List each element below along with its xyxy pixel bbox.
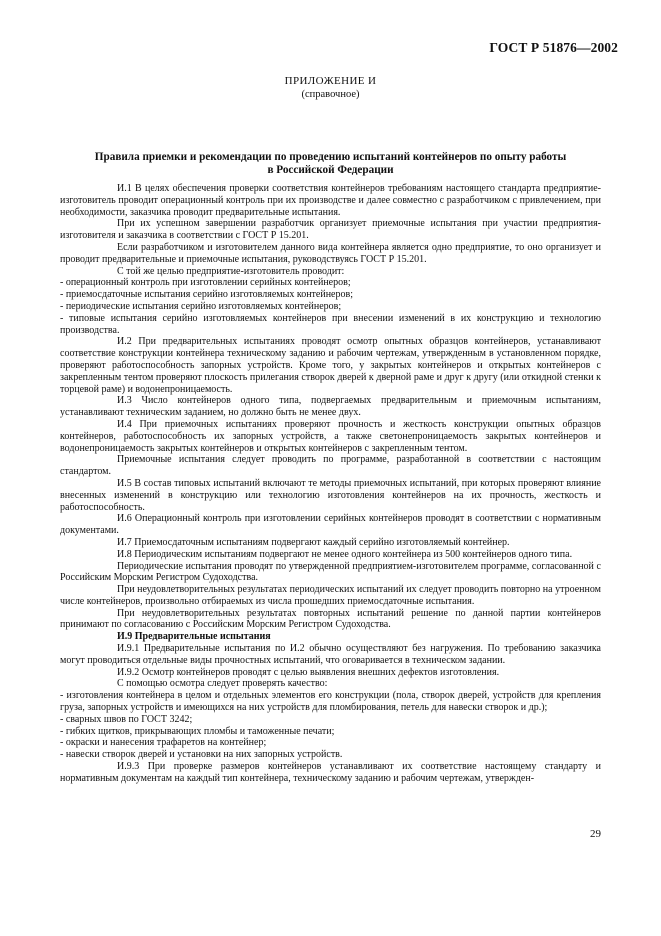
list-item: - приемосдаточные испытания серийно изготовляемых контейнеров;	[60, 289, 353, 301]
paragraph: При неудовлетворительных результатах периодических испытаний их следует проводить повторно на утроенном числе контейнеров, произвольно отбираемых из числа прошедших приемосдаточные испытания.	[60, 584, 601, 607]
paragraph: И.9.2 Осмотр контейнеров проводят с целью выявления внешних дефектов изготовления.	[117, 666, 500, 678]
paragraph: И.4 При приемочных испытаниях проверяют прочность и жесткость конструкции опытных образцов контейнеров, работоспособность их запорных устройств, а также светонепроницаемость закрытых контейнеров и водонепроницаемость закрытых контейнеров и открытых контейнеров с закрепленным тентом.	[60, 418, 601, 454]
subsection-heading: И.9 Предварительные испытания	[117, 631, 271, 643]
paragraph: При их успешном завершении разработчик организует приемочные испытания при участии предприятия-изготовителя и заказчика в соответствии с ГОСТ Р 15.201.	[60, 218, 601, 242]
paragraph: И.9.1 Предварительные испытания по И.2 обычно осуществляют без нагружения. По требованию заказчика могут проводиться отдельные виды прочностных испытаний, что оговаривается в техническом задании.	[60, 643, 601, 666]
list-item: - операционный контроль при изготовлении серийных контейнеров;	[60, 277, 351, 289]
list-item: - гибких щитков, прикрывающих пломбы и таможенные печати;	[60, 725, 335, 737]
paragraph: И.1 В целях обеспечения проверки соответствия контейнеров требованиям настоящего стандарта предприятие-изготовитель проводит операционный контроль при их производстве и далее совместно с разработчиком с привлечением, при необходимости, заказчика проводит предварительные испытания.	[60, 183, 601, 218]
paragraph: И.2 При предварительных испытаниях проводят осмотр опытных образцов контейнеров, устанавливают соответствие конструкции контейнера техническому заданию и рабочим чертежам, утвержденным в установленном порядке, проверяют работоспособность запорных устройств. Кроме того, у закрытых контейнеров и открытых контейнеров с закрепленным тентом проверяют плоскость прилегания створок дверей к дверной раме и друг к другу (или откидной стенки к торцевой раме) и водонепроницаемость.	[60, 336, 601, 395]
paragraph: И.8 Периодическим испытаниям подвергают не менее одного контейнера из 500 контейнеров одного типа.	[117, 548, 573, 560]
paragraph: При неудовлетворительных результатах повторных испытаний решение по данной партии контейнеров принимают по согласованию с Российским Морским Регистром Судоходства.	[60, 607, 601, 631]
paragraph: И.5 В состав типовых испытаний включают те методы приемочных испытаний, при которых проверяют влияние внесенных изменений в конструкцию или технологию изготовления контейнеров на их прочность, жесткость и работоспособность.	[60, 477, 601, 513]
standard-code-header: ГОСТ Р 51876—2002	[489, 40, 618, 55]
paragraph: С помощью осмотра следует проверять качество:	[117, 678, 328, 690]
list-item: - периодические испытания серийно изготовляемых контейнеров;	[60, 300, 342, 312]
list-item: - окраски и нанесения трафаретов на контейнер;	[60, 737, 267, 749]
paragraph: И.7 Приемосдаточным испытаниям подвергают каждый серийно изготовляемый контейнер.	[117, 536, 510, 548]
list-item: - типовые испытания серийно изготовляемых контейнеров при внесении изменений в их конструкцию и технологию производства.	[60, 312, 601, 336]
document-body	[60, 183, 601, 785]
paragraph: И.6 Операционный контроль при изготовлении серийных контейнеров проводят в соответствии с нормативным документами.	[60, 513, 601, 537]
appendix-subtitle: (справочное)	[301, 89, 360, 100]
page-number: 29	[590, 828, 601, 840]
section-title-line-2: в Российской Федерации	[267, 164, 394, 176]
paragraph: Если разработчиком и изготовителем данного вида контейнера является одно предприятие, то оно организует и проводит предварительные и приемочные испытания, руководствуясь ГОСТ Р 15.201.	[60, 241, 601, 265]
paragraph: И.9.3 При проверке размеров контейнеров устанавливают их соответствие настоящему стандарту и нормативным документам на каждый тип контейнера, техническому заданию и рабочим чертежам, утвержден-	[60, 761, 601, 784]
section-title	[60, 151, 601, 177]
list-item: - навески створок дверей и установки на них запорных устройств.	[60, 749, 343, 761]
section-title-line-1: Правила приемки и рекомендации по проведению испытаний контейнеров по опыту работы	[94, 151, 567, 163]
paragraph: Периодические испытания проводят по утвержденной предприятием-изготовителем программе, согласованной с Российским Морским Регистром Судоходства.	[60, 560, 601, 584]
appendix-title: ПРИЛОЖЕНИЕ И	[284, 75, 377, 87]
list-item: - сварных швов по ГОСТ 3242;	[60, 713, 193, 725]
paragraph: С той же целью предприятие-изготовитель проводит:	[117, 265, 345, 277]
list-item: - изготовления контейнера в целом и отдельных элементов его конструкции (пола, створок дверей, устройств для крепления груза, запорных устройств и имеющихся на них устройств для пломбирования, петель для навески створок и др.);	[60, 690, 601, 714]
paragraph: Приемочные испытания следует проводить по программе, разработанной в соответствии с настоящим стандартом.	[60, 454, 601, 478]
paragraph: И.3 Число контейнеров одного типа, подвергаемых предварительным и приемочным испытаниям, устанавливают техническим заданием, но должно быть не менее двух.	[60, 395, 601, 419]
